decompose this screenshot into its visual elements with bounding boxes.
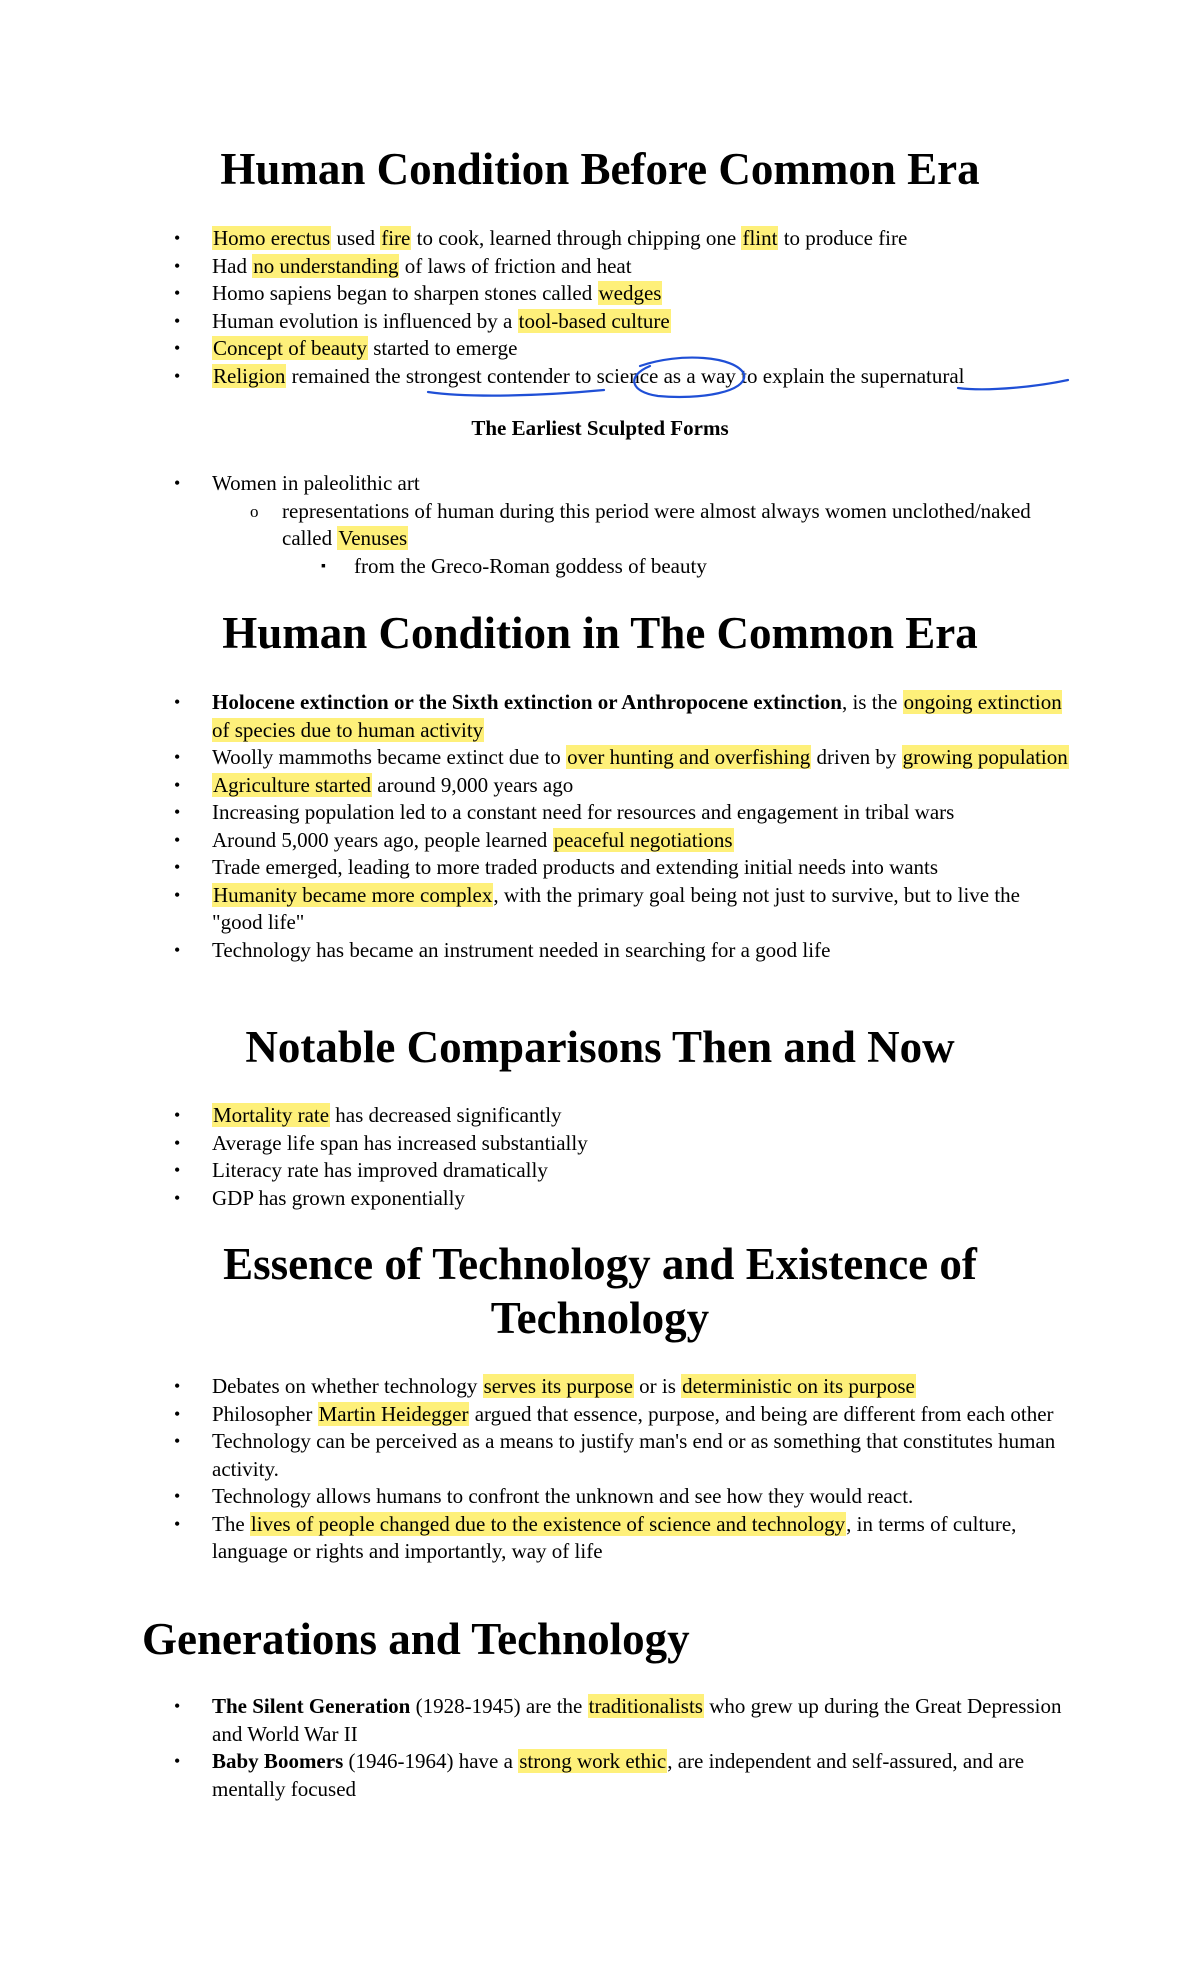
list-item: • Literacy rate has improved dramatically xyxy=(174,1158,548,1182)
list-common-era xyxy=(170,689,1070,964)
list-item: • Debates on whether technology serves its purpose or is deterministic on its purpose xyxy=(174,1374,915,1398)
list-item: • Technology can be perceived as a means to justify man's end or as something that constitutes human activity. xyxy=(174,1429,1056,1481)
list-generations-and-technology xyxy=(170,1693,1070,1803)
list-item: o representations of human during this period were almost always women unclothed/naked called Venuses xyxy=(250,498,1031,550)
list-item: • The lives of people changed due to the existence of science and technology, in terms of culture, language or rights and importantly, way of life xyxy=(174,1511,1017,1563)
list-item: • Homo erectus used fire to cook, learned through chipping one flint to produce fire xyxy=(174,226,908,250)
list-item: ▪ from the Greco-Roman goddess of beauty xyxy=(321,553,707,578)
list-item: • Holocene extinction or the Sixth extinction or Anthropocene extinction, is the ongoing extinction of species due to human activity xyxy=(174,690,1062,742)
list-item: • Technology allows humans to confront the unknown and see how they would react. xyxy=(174,1484,914,1508)
list-item: • Women in paleolithic art xyxy=(174,471,420,495)
list-earliest-sculpted-forms xyxy=(170,470,1070,580)
list-item: • GDP has grown exponentially xyxy=(174,1185,465,1210)
heading-before-common-era: Human Condition Before Common Era xyxy=(220,144,980,194)
heading-generations-and-technology: Generations and Technology xyxy=(142,1614,690,1664)
list-item: • Average life span has increased substantially xyxy=(174,1130,588,1155)
list-item: • Had no understanding of laws of friction and heat xyxy=(174,253,632,278)
heading-notable-comparisons: Notable Comparisons Then and Now xyxy=(245,1022,955,1072)
list-notable-comparisons xyxy=(170,1102,1070,1212)
list-item: • Increasing population led to a constant need for resources and engagement in tribal wars xyxy=(174,800,955,824)
list-item: • Concept of beauty started to emerge xyxy=(174,336,518,360)
list-item: • Homo sapiens began to sharpen stones called wedges xyxy=(174,281,662,305)
list-item: • Religion remained the strongest contender to science as a way to explain the supernatural xyxy=(174,363,965,388)
list-item: • The Silent Generation (1928-1945) are the traditionalists who grew up during the Great Depression and World War II xyxy=(174,1694,1062,1746)
list-item: • Technology has became an instrument needed in searching for a good life xyxy=(174,937,831,962)
list-item: • Humanity became more complex, with the primary goal being not just to survive, but to live the "good life" xyxy=(174,882,1020,934)
list-before-common-era xyxy=(170,225,1070,390)
heading-essence-of-technology: Essence of Technology and Existence of Technology xyxy=(223,1239,977,1343)
list-item: • Human evolution is influenced by a tool-based culture xyxy=(174,308,670,333)
list-item: • Trade emerged, leading to more traded products and extending initial needs into wants xyxy=(174,855,939,879)
underline-strongest-contender xyxy=(428,390,604,396)
heading-earliest-sculpted-forms: The Earliest Sculpted Forms xyxy=(471,416,729,440)
heading-common-era: Human Condition in The Common Era xyxy=(222,608,978,658)
list-essence-of-technology xyxy=(170,1373,1070,1566)
list-item: • Baby Boomers (1946-1964) have a strong work ethic, are independent and self-assured, and are mentally focused xyxy=(174,1749,1025,1801)
list-item: • Agriculture started around 9,000 years ago xyxy=(174,772,574,797)
list-item: • Philosopher Martin Heidegger argued that essence, purpose, and being are different from each other xyxy=(174,1401,1054,1426)
list-item: • Mortality rate has decreased significantly xyxy=(174,1103,562,1127)
list-item: • Around 5,000 years ago, people learned peaceful negotiations xyxy=(174,827,733,852)
list-item: • Woolly mammoths became extinct due to over hunting and overfishing driven by growing population xyxy=(174,745,1068,769)
